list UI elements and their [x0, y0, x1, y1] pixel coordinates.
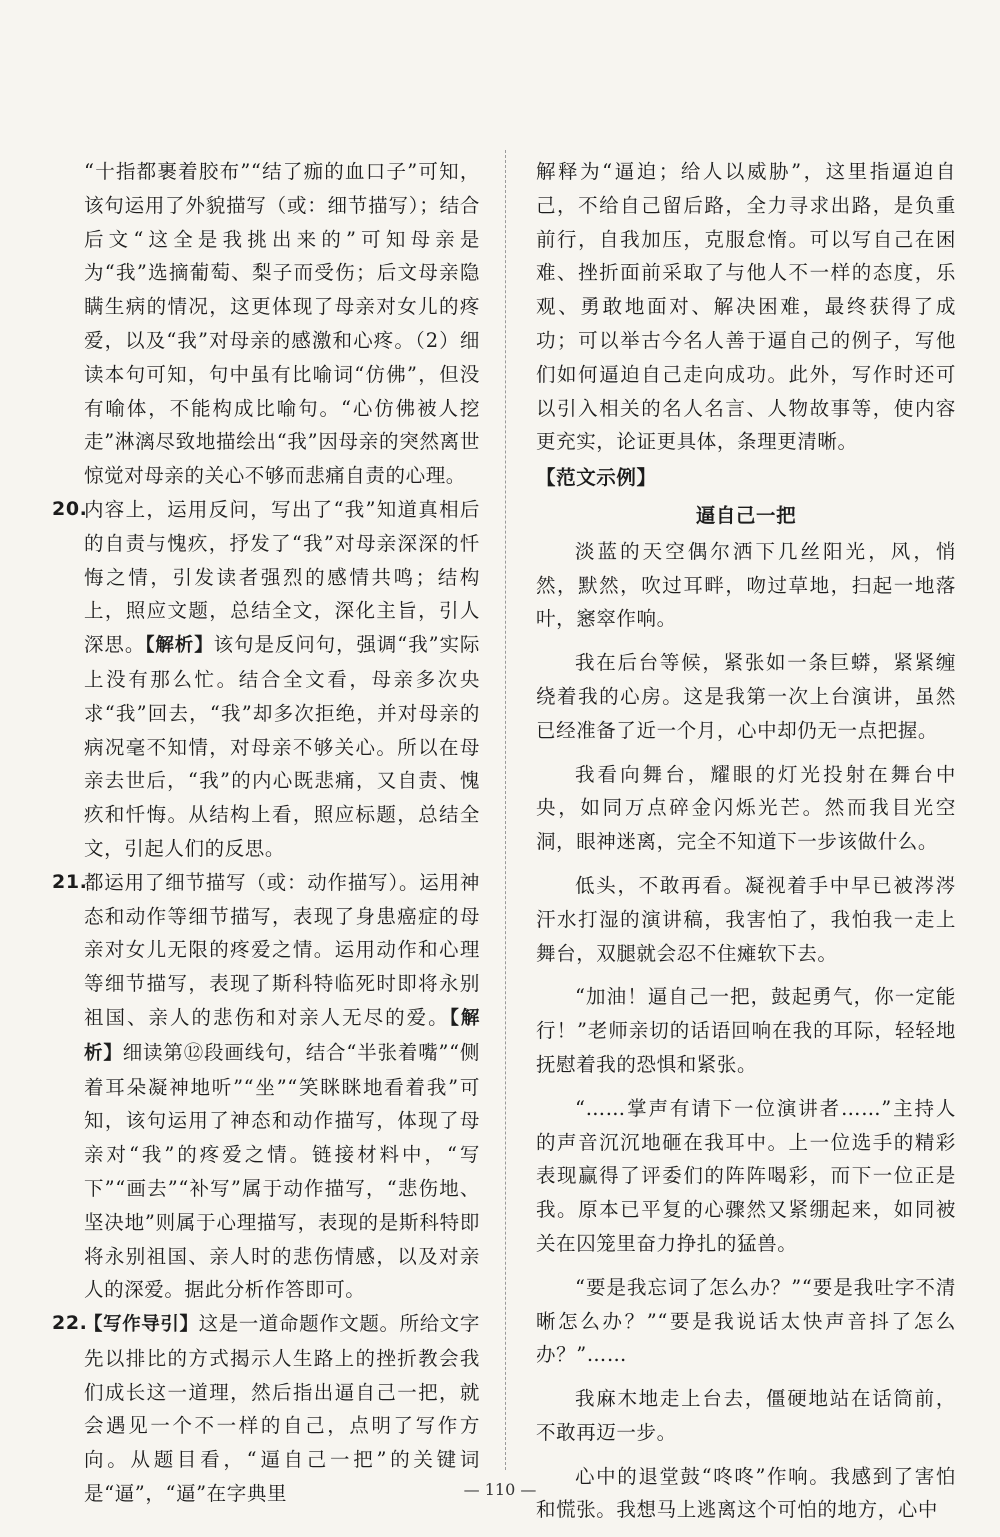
essay-title: 逼自己一把 — [695, 503, 797, 527]
column-divider — [505, 150, 506, 1470]
essay-paragraph: 我麻木地走上台去，僵硬地站在话筒前，不敢再迈一步。 — [536, 1387, 956, 1444]
essay-paragraph: “……掌声有请下一位演讲者……”主持人的声音沉沉地砸在我耳中。上一位选手的精彩表现赢得了评委们的阵阵喝彩，而下一位正是我。原本已平复的心骤然又紧绷起来，如同被关在囚笼里奋力挣扎的猛兽。 — [536, 1096, 956, 1255]
answer-text: 都运用了细节描写（或：动作描写）。运用神态和动作等细节描写，表现了身患癌症的母亲对女儿无限的疼爱之情。运用动作和心理等细节描写，表现了斯科特临死时即将永别祖国、亲人的悲伤和对亲人无尽的爱。 — [84, 870, 480, 1029]
answer-19-continuation: “十指都裹着胶布”“结了痂的血口子”可知，该句运用了外貌描写（或：细节描写）；结合后文“这全是我挑出来的”可知母亲是为“我”选摘葡萄、梨子而受伤；后文母亲隐瞒生病的情况，这更体现了母亲对女儿的疼爱，以及“我”对母亲的感激和心疼。（2）细读本句可知，句中虽有比喻词“仿佛”，但没有喻体，不能构成比喻句。“心仿佛被人挖走”淋漓尽致地描绘出“我”因母亲的突然离世惊觉对母亲的关心不够而悲痛自责的心理。 — [84, 160, 480, 488]
question-number: 22. — [52, 1312, 88, 1335]
sample-essay-label: 【范文示例】 — [536, 466, 657, 490]
page-number: — 110 — — [463, 1480, 537, 1499]
left-column — [52, 155, 480, 1511]
analysis-tag: 【解析】 — [84, 1007, 480, 1064]
answer-text: 这是一道命题作文题。所给文字先以排比的方式揭示人生路上的挫折教会我们成长这一道理，然后指出逼自己一把，就会遇见一个不一样的自己，点明了写作方向。从题目看，“逼自己一把”的关键词是“逼”，“逼”在字典里 — [84, 1312, 481, 1506]
essay-body — [536, 535, 956, 1528]
analysis-text: 该句是反问句，强调“我”实际上没有那么忙。结合全文看，母亲多次央求“我”回去，“我”却多次拒绝，并对母亲的病况毫不知情，对母亲不够关心。所以在母亲去世后，“我”的内心既悲痛，又自责、愧疚和忏悔。从结构上看，照应标题，总结全文，引起人们的反思。 — [84, 633, 480, 860]
analysis-tag: 【解析】 — [145, 635, 214, 657]
essay-paragraph: 淡蓝的天空偶尔洒下几丝阳光，风，悄然，默然，吹过耳畔，吻过草地，扫起一地落叶，窸窣作响。 — [536, 539, 956, 631]
analysis-text: 细读第⑫段画线句，结合“半张着嘴”“侧着耳朵凝神地听”“坐”“笑眯眯地看着我”可知，该句运用了神态和动作描写，体现了母亲对“我”的疼爱之情。链接材料中，“写下”“画去”“补写”属于动作描写，“悲伤地、坚决地”则属于心理描写，表现的是斯科特即将永别祖国、亲人时的悲伤情感，以及对亲人的深爱。据此分析作答即可。 — [84, 1040, 481, 1302]
essay-paragraph: 我看向舞台，耀眼的灯光投射在舞台中央，如同万点碎金闪烁光芒。然而我目光空洞，眼神迷离，完全不知道下一步该做什么。 — [536, 762, 956, 854]
essay-paragraph: 心中的退堂鼓“咚咚”作响。我感到了害怕和慌张。我想马上逃离这个可怕的地方，心中 — [536, 1464, 956, 1522]
writing-guide-continuation: 解释为“逼迫；给人以威胁”，这里指逼迫自己，不给自己留后路，全力寻求出路，是负重前行，自我加压，克服怠惰。可以写自己在困难、挫折面前采取了与他人不一样的态度，乐观、勇敢地面对、解决困难，最终获得了成功；可以举古今名人善于逼自己的例子，写他们如何逼迫自己走向成功。此外，写作时还可以引入相关的名人名言、人物故事等，使内容更充实，论证更具体，条理更清晰。 — [536, 160, 956, 454]
writing-guide-tag: 【写作导引】 — [84, 1314, 199, 1336]
question-number: 21. — [52, 870, 88, 893]
answer-20 — [52, 493, 480, 866]
essay-paragraph: 我在后台等候，紧张如一条巨蟒，紧紧缠绕着我的心房。这是我第一次上台演讲，虽然已经准备了近一个月，心中却仍无一点把握。 — [536, 651, 956, 742]
right-column — [536, 155, 956, 1537]
question-number: 20. — [52, 497, 88, 520]
answer-21 — [52, 866, 480, 1307]
answer-text: 内容上，运用反问，写出了“我”知道真相后的自责与愧疚，抒发了“我”对母亲深深的忏悔之情，引发读者强烈的感情共鸣；结构上，照应文题，总结全文，深化主旨，引人深思。 — [84, 497, 480, 657]
essay-paragraph: “要是我忘词了怎么办？”“要是我吐字不清晰怎么办？”“要是我说话太快声音抖了怎么办？”…… — [536, 1275, 956, 1367]
essay-paragraph: “加油！逼自己一把，鼓起勇气，你一定能行！”老师亲切的话语回响在我的耳际，轻轻地抚慰着我的恐惧和紧张。 — [536, 985, 956, 1076]
essay-paragraph: 低头，不敢再看。凝视着手中早已被涔涔汗水打湿的演讲稿，我害怕了，我怕我一走上舞台，双腿就会忍不住瘫软下去。 — [536, 873, 956, 965]
